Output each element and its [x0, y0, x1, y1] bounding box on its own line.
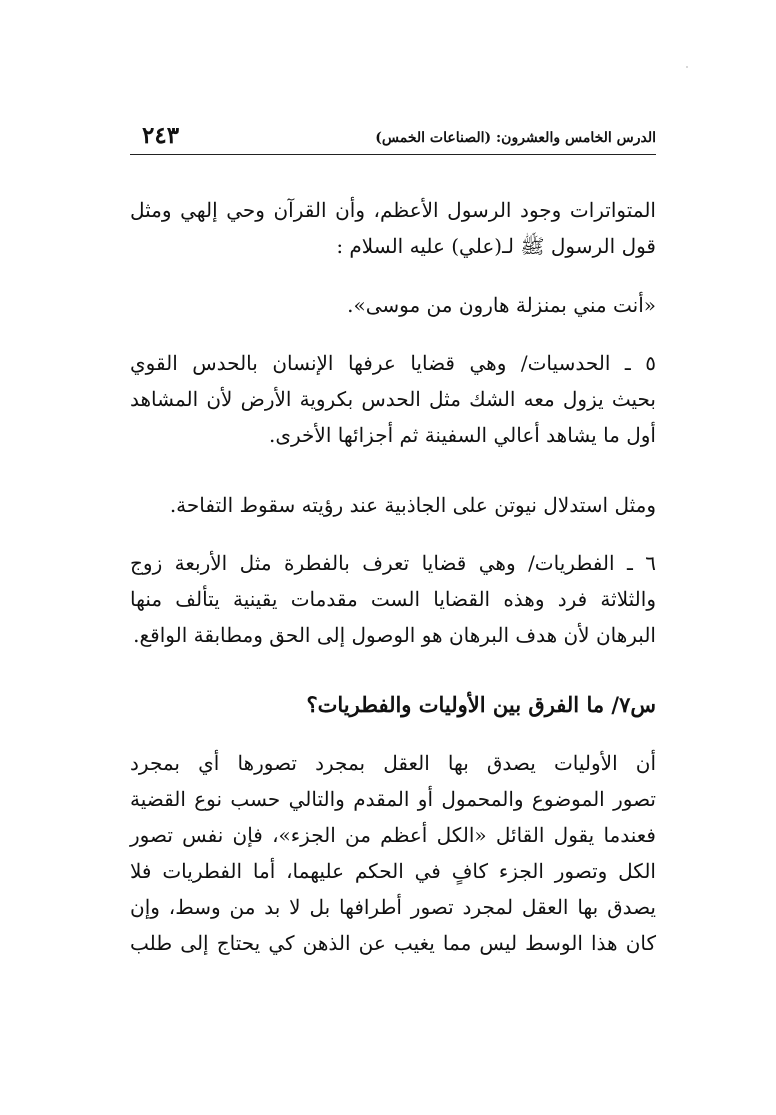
header-title: الدرس الخامس والعشرون: (الصناعات الخمس) [375, 130, 656, 146]
text-line: كان هذا الوسط ليس مما يغيب عن الذهن كي يحتاج إلى طلب [130, 931, 656, 955]
paragraph-newton [130, 487, 656, 523]
running-header [130, 120, 656, 152]
text-line: بحيث يزول معه الشك مثل الحدس بكروية الأرض لأن المشاهد [130, 387, 656, 411]
text-line: فعندما يقول القائل «الكل أعظم من الجزء»، فإن نفس تصور [130, 823, 656, 847]
paragraph-hadith-quote [130, 287, 656, 323]
text-line: ومثل استدلال نيوتن على الجاذبية عند رؤيته سقوط التفاحة. [169, 493, 656, 517]
text-line: ٥ ـ الحدسيات/ وهي قضايا عرفها الإنسان بالحدس القوي [130, 351, 656, 375]
text-line: أن الأوليات يصدق بها العقل بمجرد تصورها أي بمجرد [130, 751, 656, 775]
text-line: الكل وتصور الجزء كافٍ في الحكم عليهما، أما الفطريات فلا [130, 859, 656, 883]
header-rule [130, 154, 656, 155]
text-line: ٦ ـ الفطريات/ وهي قضايا تعرف بالفطرة مثل الأربعة زوج [130, 551, 656, 575]
text-line: يصدق بها العقل لمجرد تصور أطرافها بل لا بد من وسط، وإن [130, 895, 656, 919]
text-line: قول الرسول ﷺ لـ(علي) عليه السلام : [336, 234, 656, 258]
text-line: «أنت مني بمنزلة هارون من موسى». [347, 293, 656, 317]
paragraph-answer [130, 745, 656, 961]
question-line: س٧/ ما الفرق بين الأوليات والفطريات؟ [306, 692, 656, 717]
page-number: ٢٤٣ [142, 122, 180, 149]
speck [686, 66, 688, 68]
text-line: المتواترات وجود الرسول الأعظم، وأن القرآن وحي إلهي ومثل [130, 198, 656, 222]
paragraph-mutawatirat [130, 192, 656, 264]
text-line: أول ما يشاهد أعالي السفينة ثم أجزائها الأخرى. [269, 423, 656, 447]
question-heading [130, 687, 656, 723]
paragraph-fitriyat [130, 545, 656, 653]
text-line: البرهان لأن هدف البرهان هو الوصول إلى الحق ومطابقة الواقع. [133, 623, 656, 647]
text-line: والثلاثة فرد وهذه القضايا الست مقدمات يقينية يتألف منها [130, 587, 656, 611]
text-line: تصور الموضوع والمحمول أو المقدم والتالي حسب نوع القضية [130, 787, 656, 811]
paragraph-hadsiyat [130, 345, 656, 453]
